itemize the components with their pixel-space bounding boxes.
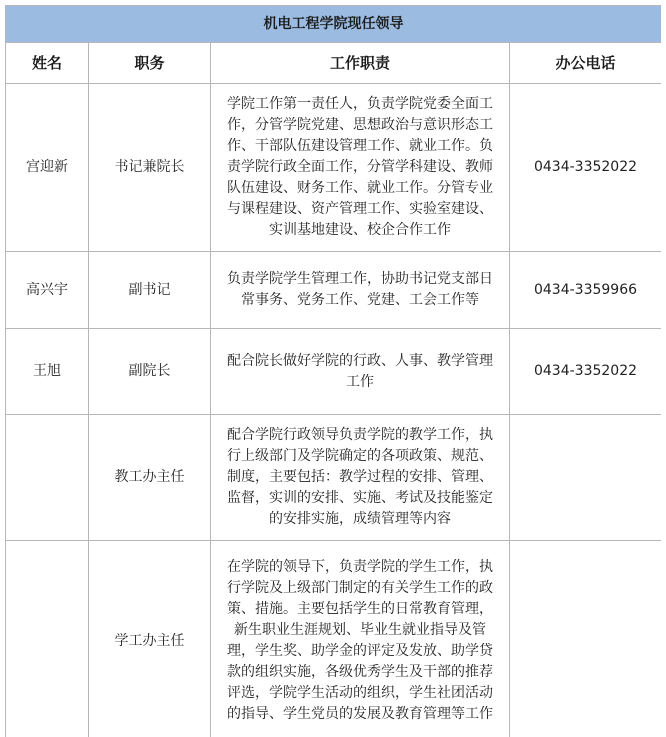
- leadership-table: [5, 5, 661, 737]
- table-row: [6, 252, 662, 329]
- cell-duties: 负责学院学生管理工作，协助书记党支部日常事务、党务工作、党建、工会工作等: [211, 252, 510, 329]
- table-title: 机电工程学院现任领导: [6, 6, 662, 43]
- cell-duties: 学院工作第一责任人，负责学院党委全面工作，分管学院党建、思想政治与意识形态工作、干部队伍建设管理工作、就业工作。负责学院行政全面工作，分管学科建设、教师队伍建设、财务工作、就业工作。分管专业与课程建设、资产管理工作、实验室建设、实训基地建设、校企合作工作: [211, 84, 510, 252]
- table-row: [6, 541, 662, 737]
- table-header-row: [6, 43, 662, 84]
- cell-duties: 在学院的领导下，负责学院的学生工作，执行学院及上级部门制定的有关学生工作的政策、措施。主要包括学生的日常教育管理，新生职业生涯规划、毕业生就业指导及管理，学生奖、助学金的评定及发放、助学贷款的组织实施，各级优秀学生及干部的推荐评选，学院学生活动的组织，学生社团活动的指导、学生党员的发展及教育管理等工作: [211, 541, 510, 737]
- cell-name: [6, 415, 89, 541]
- table-row: [6, 84, 662, 252]
- cell-phone: 0434-3352022: [510, 329, 662, 415]
- table-row: [6, 415, 662, 541]
- cell-name: 高兴宇: [6, 252, 89, 329]
- cell-phone: 0434-3352022: [510, 84, 662, 252]
- cell-position: 教工办主任: [89, 415, 211, 541]
- cell-position: 副书记: [89, 252, 211, 329]
- header-name: 姓名: [6, 43, 89, 84]
- table-row: [6, 329, 662, 415]
- cell-phone: [510, 541, 662, 737]
- cell-position: 书记兼院长: [89, 84, 211, 252]
- cell-name: 宫迎新: [6, 84, 89, 252]
- header-duties: 工作职责: [211, 43, 510, 84]
- cell-phone: [510, 415, 662, 541]
- cell-duties: 配合学院行政领导负责学院的教学工作，执行上级部门及学院确定的各项政策、规范、制度，主要包括：教学过程的安排、管理、监督，实训的安排、实施、考试及技能鉴定的安排实施，成绩管理等内容: [211, 415, 510, 541]
- cell-name: 王旭: [6, 329, 89, 415]
- table-title-row: [6, 6, 662, 43]
- cell-position: 学工办主任: [89, 541, 211, 737]
- header-phone: 办公电话: [510, 43, 662, 84]
- cell-name: [6, 541, 89, 737]
- cell-duties: 配合院长做好学院的行政、人事、教学管理工作: [211, 329, 510, 415]
- leadership-table-container: [5, 5, 661, 737]
- cell-phone: 0434-3359966: [510, 252, 662, 329]
- cell-position: 副院长: [89, 329, 211, 415]
- header-position: 职务: [89, 43, 211, 84]
